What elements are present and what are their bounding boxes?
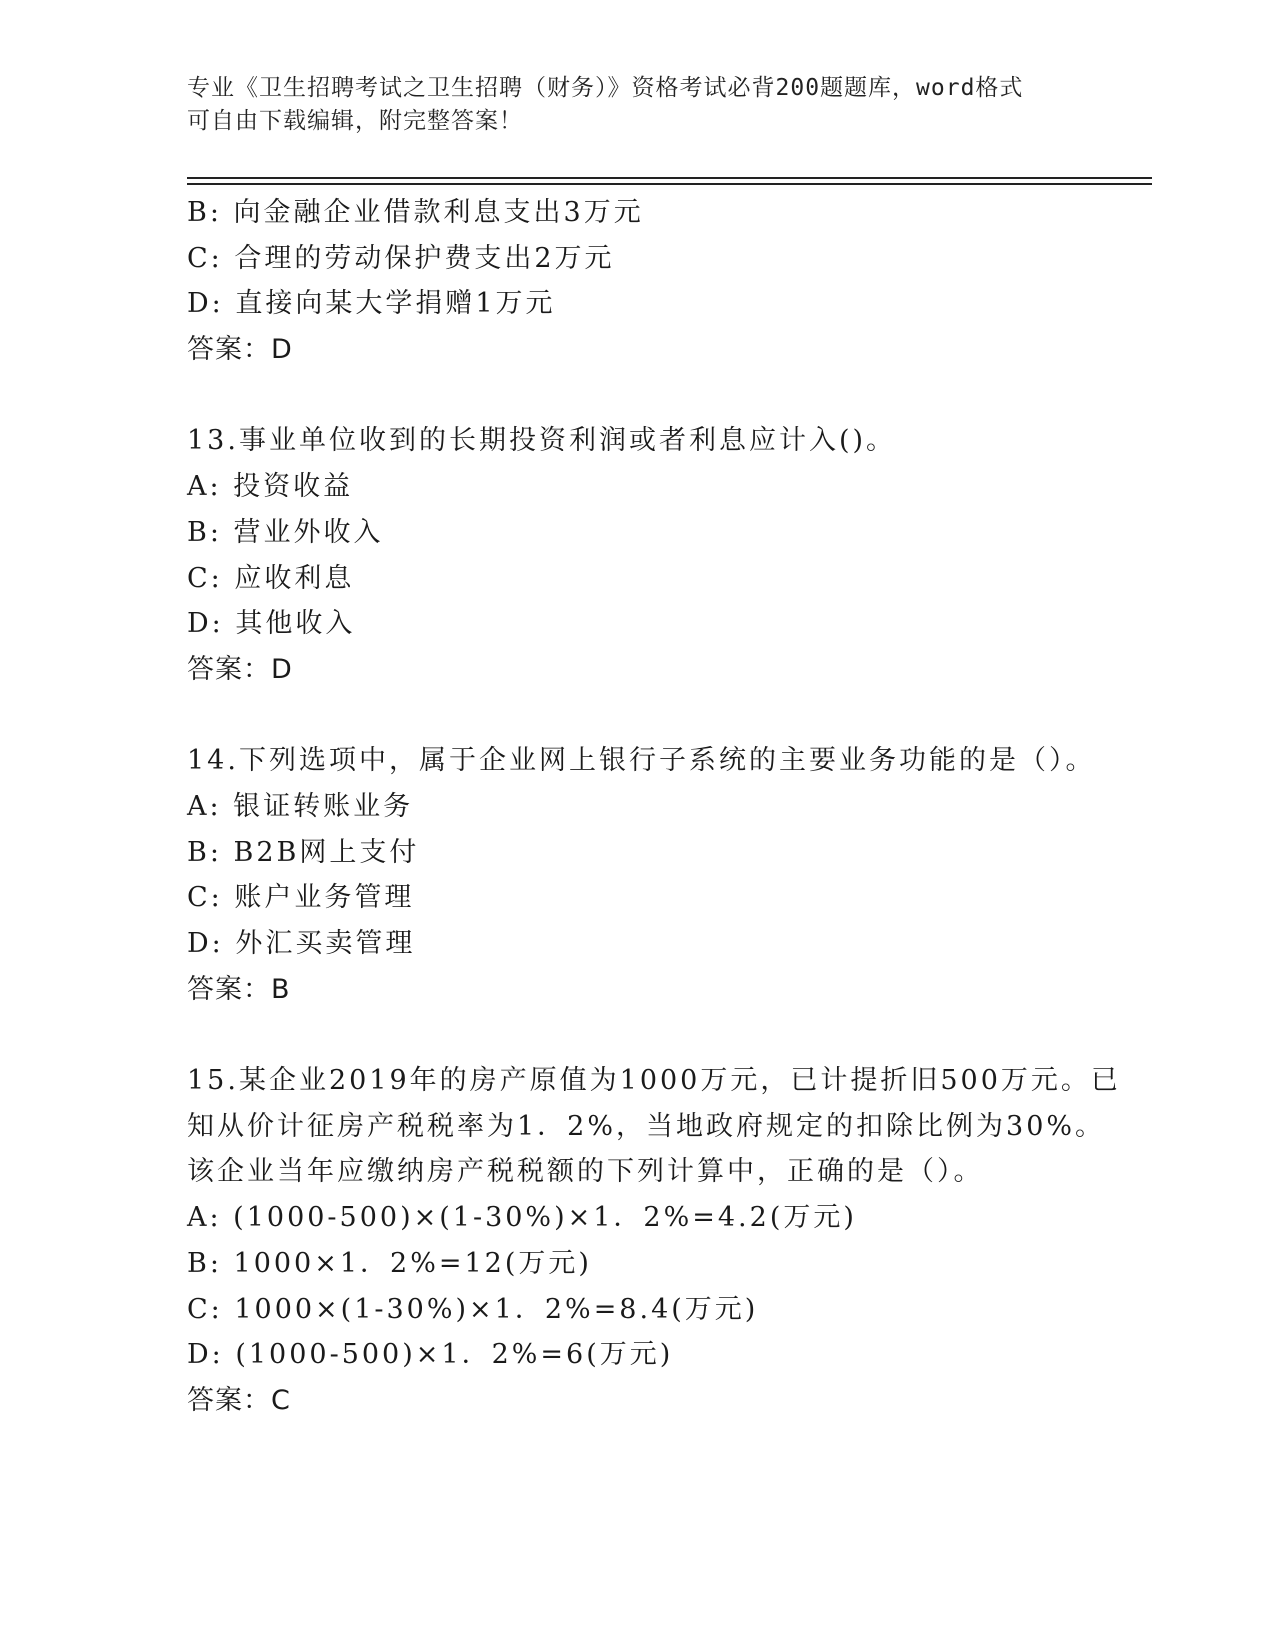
option-b: B: 营业外收入 xyxy=(187,516,384,548)
option-d: D: 其他收入 xyxy=(187,608,356,640)
option-d: D: 外汇买卖管理 xyxy=(187,928,416,959)
option-d: D: 直接向某大学捐赠1万元 xyxy=(187,288,556,320)
answer-line: 答案：C xyxy=(187,1384,291,1416)
prev-question-block xyxy=(187,190,1087,373)
option-b: B: B2B网上支付 xyxy=(187,836,420,868)
option-d: D: (1000-500)×1．2%=6(万元) xyxy=(187,1339,674,1371)
spacer xyxy=(187,1012,1087,1058)
header-rule-bottom xyxy=(187,183,1152,185)
question-text-line-1: 15.某企业2019年的房产原值为1000万元，已计提折旧500万元。已 xyxy=(187,1065,1121,1097)
question-text: 13.事业单位收到的长期投资利润或者利息应计入()。 xyxy=(187,425,897,457)
option-a: A: 银证转账业务 xyxy=(187,790,414,822)
question-text-line-2: 知从价计征房产税税率为1．2%，当地政府规定的扣除比例为30%。 xyxy=(187,1110,1106,1142)
question-text: 14.下列选项中，属于企业网上银行子系统的主要业务功能的是（）。 xyxy=(187,745,1096,777)
document-header xyxy=(187,72,1087,138)
option-b: B: 向金融企业借款利息支出3万元 xyxy=(187,197,644,228)
option-a: A: (1000-500)×(1-30%)×1．2%=4.2(万元) xyxy=(187,1202,857,1234)
question-14 xyxy=(187,738,1096,1012)
question-text-line-3: 该企业当年应缴纳房产税税额的下列计算中，正确的是（）。 xyxy=(187,1156,984,1188)
option-a: A: 投资收益 xyxy=(187,471,354,503)
option-c: C: 合理的劳动保护费支出2万元 xyxy=(187,242,615,274)
header-line-1: 专业《卫生招聘考试之卫生招聘（财务）》资格考试必背200题题库，word格式 xyxy=(187,75,1024,101)
answer-line: 答案：D xyxy=(187,334,293,366)
question-list xyxy=(187,190,1121,1424)
answer-line: 答案：D xyxy=(187,653,293,685)
option-b: B: 1000×1．2%=12(万元) xyxy=(187,1247,592,1279)
answer-line: 答案：B xyxy=(187,973,291,1005)
header-line-2: 可自由下载编辑，附完整答案！ xyxy=(187,108,523,134)
question-15 xyxy=(187,1058,1121,1424)
spacer xyxy=(187,693,1087,739)
header-rule-top xyxy=(187,177,1152,179)
option-c: C: 1000×(1-30%)×1．2%=8.4(万元) xyxy=(187,1293,759,1325)
spacer xyxy=(187,373,1087,419)
option-c: C: 应收利息 xyxy=(187,562,355,594)
question-13 xyxy=(187,418,1087,692)
option-c: C: 账户业务管理 xyxy=(187,882,415,914)
